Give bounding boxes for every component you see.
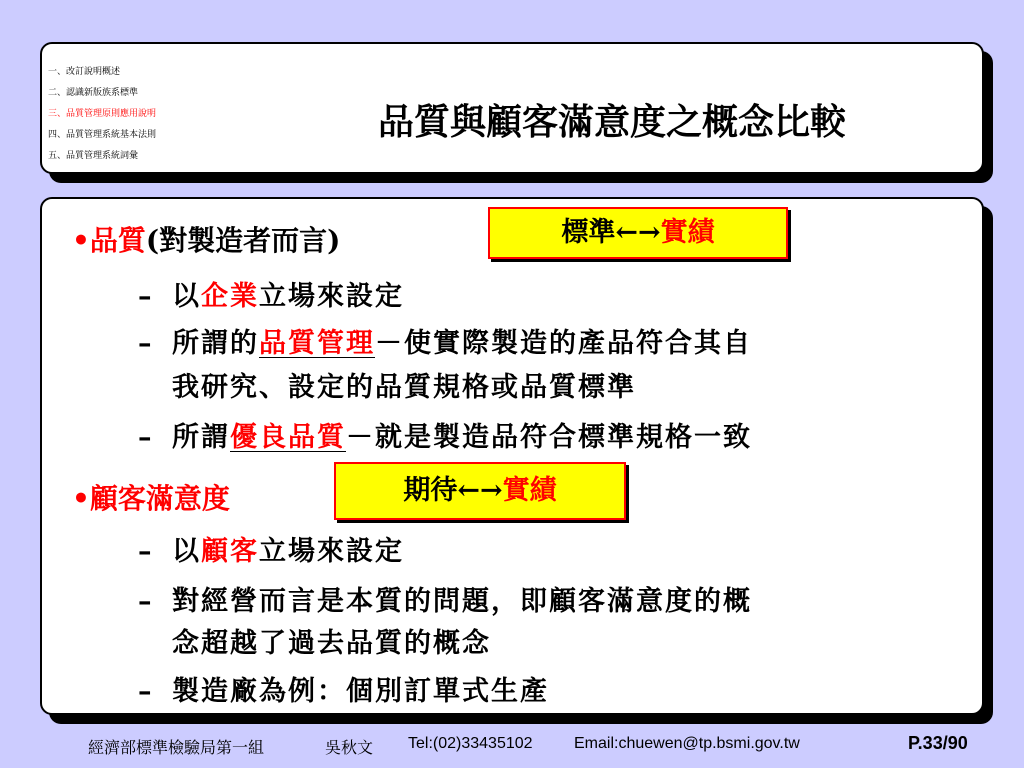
- toc-item-5[interactable]: 五、品質管理系統詞彙: [48, 151, 139, 161]
- quality-heading-line: [72, 219, 340, 259]
- toc-item-3-active[interactable]: 三、品質管理原則應用說明: [48, 109, 157, 119]
- dash-icon: –: [138, 586, 154, 617]
- dash-icon: –: [138, 422, 154, 453]
- dash-icon: –: [138, 281, 154, 312]
- slide-title: 品質與顧客滿意度之概念比較: [377, 101, 846, 143]
- quality-box-highlight: 實績: [660, 217, 715, 248]
- satisfaction-heading: 顧客滿意度: [89, 482, 230, 515]
- quality-point-2: – 所謂的品質管理－使實際製造的產品符合其自: [138, 328, 752, 359]
- toc-item-1[interactable]: 一、改訂說明概述: [48, 67, 121, 77]
- bullet-icon: •: [72, 224, 90, 257]
- quality-box-prefix: 標準←→: [561, 217, 661, 248]
- satisfaction-comparison-box: [334, 462, 626, 520]
- toc-item-2[interactable]: 二、認識新版族系標準: [48, 88, 139, 98]
- emphasis-text: 品質管理: [259, 328, 375, 359]
- satisfaction-box-prefix: 期待←→: [403, 475, 503, 506]
- quality-comparison-box: [488, 207, 788, 259]
- quality-point-1: – 以企業立場來設定: [138, 281, 404, 312]
- table-of-contents: [48, 62, 156, 167]
- header-panel: [40, 42, 984, 174]
- satisfaction-box-highlight: 實績: [502, 475, 557, 506]
- footer-telephone: Tel:(02)33435102: [408, 735, 533, 752]
- footer-email: Email:chuewen@tp.bsmi.gov.tw: [574, 735, 800, 752]
- emphasis-text: 企業: [201, 281, 259, 312]
- emphasis-text: 優良品質: [230, 422, 346, 453]
- footer-organization: 經濟部標準檢驗局第一組: [88, 740, 265, 757]
- satisfaction-point-2-continued: 念超越了過去品質的概念: [172, 628, 491, 659]
- dash-icon: –: [138, 676, 154, 707]
- toc-item-4[interactable]: 四、品質管理系統基本法則: [48, 130, 157, 140]
- satisfaction-point-3: – 製造廠為例：個別訂單式生產: [138, 676, 549, 707]
- quality-point-2-continued: 我研究、設定的品質規格或品質標準: [172, 372, 636, 403]
- emphasis-text: 顧客: [201, 536, 259, 567]
- satisfaction-point-1: – 以顧客立場來設定: [138, 536, 404, 567]
- satisfaction-heading-line: [72, 477, 230, 517]
- quality-point-3: – 所謂優良品質－就是製造品符合標準規格一致: [138, 422, 752, 453]
- dash-icon: –: [138, 328, 154, 359]
- bullet-icon: •: [72, 482, 90, 515]
- dash-icon: –: [138, 536, 154, 567]
- footer-author: 吳秋文: [325, 740, 374, 757]
- body-panel: [40, 197, 984, 715]
- page-number: P.33/90: [908, 733, 968, 753]
- quality-heading: 品質: [89, 224, 146, 257]
- satisfaction-point-2: – 對經營而言是本質的問題，即顧客滿意度的概: [138, 586, 752, 617]
- quality-qualifier: (對製造者而言): [145, 224, 341, 257]
